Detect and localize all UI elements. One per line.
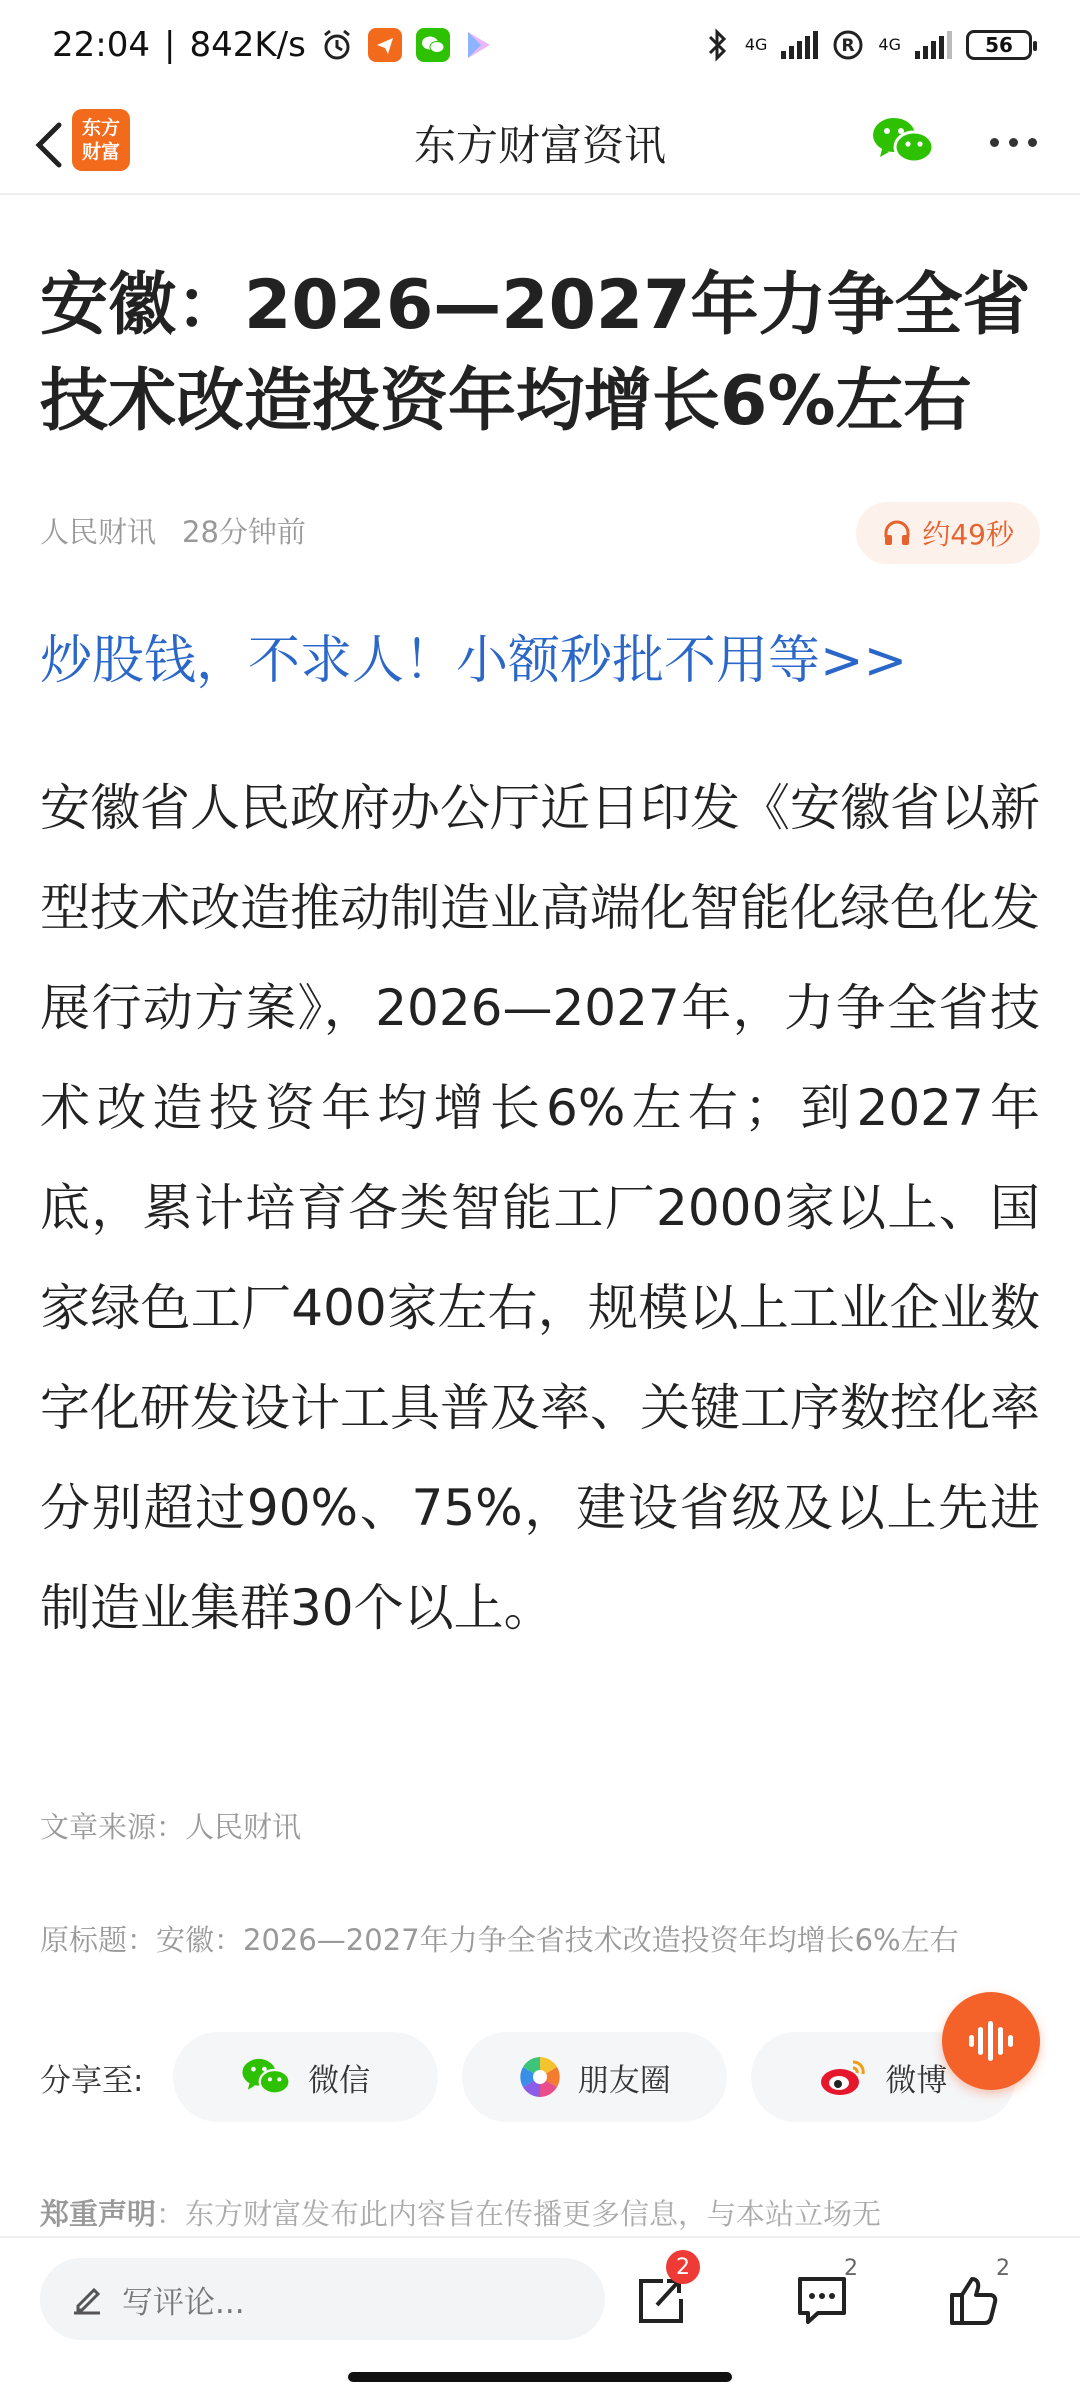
back-button[interactable] bbox=[20, 115, 80, 175]
like-button[interactable] bbox=[934, 2256, 1014, 2340]
comment-bubble-icon bbox=[794, 2273, 850, 2327]
comment-input[interactable] bbox=[40, 2258, 605, 2340]
wechat-share-button[interactable] bbox=[870, 113, 936, 169]
bluetooth-icon bbox=[705, 28, 731, 62]
article-time: 28分钟前 bbox=[182, 515, 306, 549]
original-title: 原标题：安徽：2026—2027年力争全省技术改造投资年均增长6%左右 bbox=[40, 1923, 959, 1957]
logo-text-line2: 财富 bbox=[81, 141, 120, 163]
notification-app-icon bbox=[368, 28, 402, 62]
app-logo[interactable] bbox=[72, 109, 130, 171]
status-divider: | bbox=[163, 25, 176, 65]
status-right bbox=[705, 28, 1032, 62]
status-bar bbox=[0, 0, 1080, 90]
share-moments-button[interactable] bbox=[462, 2032, 727, 2122]
share-row bbox=[40, 2032, 1040, 2122]
more-dot-icon bbox=[1009, 138, 1018, 147]
sound-wave-icon bbox=[966, 2019, 1016, 2063]
share-badge: 2 bbox=[666, 2250, 700, 2284]
share-moments-label: 朋友圈 bbox=[577, 2062, 671, 2099]
battery-indicator: 56 bbox=[966, 30, 1032, 60]
listen-duration: 约49秒 bbox=[922, 518, 1014, 551]
article-headline: 安徽：2026—2027年力争全省技术改造投资年均增长6%左右 bbox=[40, 266, 1031, 441]
chevron-left-icon bbox=[33, 121, 67, 169]
moments-icon bbox=[518, 2055, 562, 2099]
status-net-speed: 842K/s bbox=[189, 25, 306, 65]
wechat-notification-icon bbox=[416, 28, 450, 62]
share-label: 分享至: bbox=[40, 2062, 144, 2099]
like-count: 2 bbox=[996, 2256, 1010, 2281]
status-time: 22:04 bbox=[52, 25, 150, 65]
weibo-icon bbox=[819, 2056, 869, 2098]
comment-placeholder: 写评论... bbox=[122, 2284, 245, 2321]
alarm-icon bbox=[320, 28, 354, 62]
bottom-action-bar bbox=[0, 2236, 1080, 2361]
home-indicator[interactable] bbox=[348, 2372, 732, 2382]
disclaimer-label: 郑重声明 bbox=[40, 2197, 157, 2231]
disclaimer bbox=[40, 2192, 1040, 2233]
article-source: 文章来源：人民财讯 bbox=[40, 1810, 302, 1844]
comments-button[interactable] bbox=[782, 2256, 862, 2340]
network-type-2: 4G bbox=[878, 35, 901, 54]
registered-icon bbox=[832, 29, 864, 61]
signal-icon-1 bbox=[781, 31, 818, 59]
more-dot-icon bbox=[990, 138, 999, 147]
comment-count: 2 bbox=[844, 2256, 858, 2281]
play-store-icon bbox=[464, 29, 494, 61]
status-left bbox=[52, 25, 494, 65]
article-body: 安徽省人民政府办公厅近日印发《安徽省以新型技术改造推动制造业高端化智能化绿色化发展行动方案》，2026—2027年，力争全省技术改造投资年均增长6%左右；到2027年底，累计培育各类智能工厂2000家以上、国家绿色工厂400家左右，规模以上工业企业数字化研发设计工具普及率、关键工序数控化率分别超过90%、75%，建设省级及以上先进制造业集群30个以上。 bbox=[40, 779, 1040, 1637]
svg-text:R: R bbox=[841, 36, 855, 56]
page-title: 东方财富资讯 bbox=[413, 121, 666, 170]
more-dot-icon bbox=[1028, 138, 1037, 147]
more-options-button[interactable] bbox=[980, 117, 1046, 167]
thumbs-up-icon bbox=[946, 2273, 1002, 2327]
logo-text-line1: 东方 bbox=[81, 117, 120, 139]
network-type-1: 4G bbox=[744, 35, 768, 54]
promo-link[interactable]: 炒股钱，不求人！小额秒批不用等>> bbox=[40, 631, 908, 691]
signal-icon-2 bbox=[915, 31, 952, 59]
share-weibo-label: 微博 bbox=[885, 2062, 948, 2099]
top-nav bbox=[0, 95, 1080, 195]
share-wechat-label: 微信 bbox=[308, 2062, 371, 2099]
wechat-icon bbox=[870, 113, 936, 169]
listen-button[interactable] bbox=[856, 502, 1040, 564]
audio-play-fab[interactable] bbox=[942, 1992, 1040, 2090]
headphones-icon bbox=[882, 518, 912, 548]
pencil-icon bbox=[70, 2282, 104, 2316]
share-wechat-button[interactable] bbox=[173, 2032, 438, 2122]
article-author[interactable]: 人民财讯 bbox=[40, 515, 157, 549]
article-meta bbox=[40, 510, 306, 551]
disclaimer-text: ：东方财富发布此内容旨在传播更多信息，与本站立场无 bbox=[156, 2197, 882, 2231]
wechat-icon bbox=[240, 2055, 292, 2099]
share-button[interactable] bbox=[620, 2254, 700, 2340]
